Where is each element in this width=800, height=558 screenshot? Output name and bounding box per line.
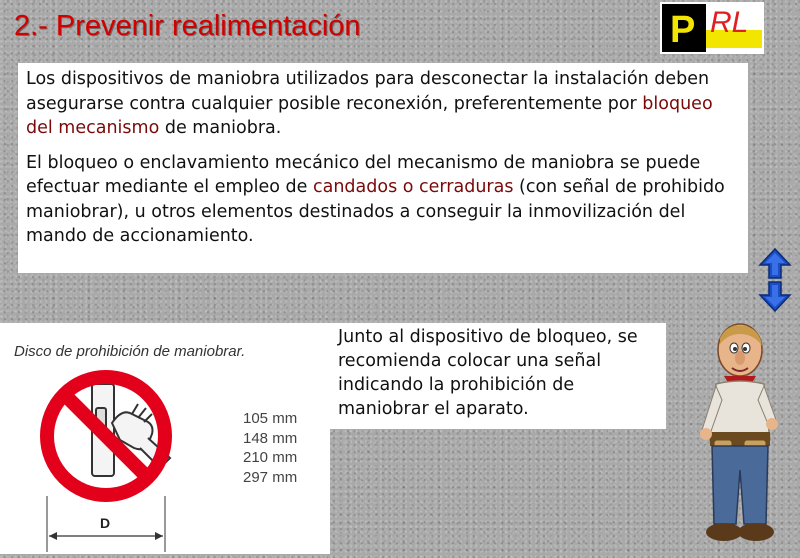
sign-size: 210 mm — [243, 449, 298, 466]
sign-size: 148 mm — [243, 429, 298, 447]
sign-caption: Disco de prohibición de maniobrar. — [14, 343, 246, 360]
arrow-up-icon[interactable] — [758, 247, 792, 280]
worker-character-illustration — [680, 320, 798, 552]
paragraph-1: Los dispositivos de maniobra utilizados para desconectar la instalación deben asegurarse contra cualquier posible reconexión, preferentemente por bloqueo del mecanismo de maniobra. — [26, 69, 713, 138]
sign-sizes-list — [243, 409, 297, 487]
dimension-label: D — [100, 515, 111, 531]
sign-size: 105 mm — [243, 410, 298, 427]
main-text-box — [18, 63, 748, 273]
highlight-candados: candados o cerraduras — [313, 177, 514, 197]
prl-logo — [660, 2, 764, 54]
page-title: 2.- Prevenir realimentación — [14, 10, 361, 42]
arrow-down-icon[interactable] — [758, 280, 792, 313]
sign-size: 297 mm — [243, 468, 298, 486]
logo-letters-rl: RL — [710, 6, 749, 39]
highlight-bloqueo: bloqueo del mecanismo — [26, 93, 713, 138]
prohibition-sign — [20, 368, 230, 554]
logo-letter-p: P — [670, 9, 696, 51]
recommendation-note: Junto al dispositivo de bloqueo, se recomienda colocar una señal indicando la prohibición de maniobrar el aparato. — [338, 327, 638, 419]
slide-navigation — [758, 247, 792, 313]
paragraph-2: El bloqueo o enclavamiento mecánico del mecanismo de maniobra se puede efectuar mediante el empleo de candados o cerraduras (con señal de prohibido maniobrar), u otros elementos destinados a conseguir la inmovilización del mando de accionamiento. — [26, 152, 725, 246]
